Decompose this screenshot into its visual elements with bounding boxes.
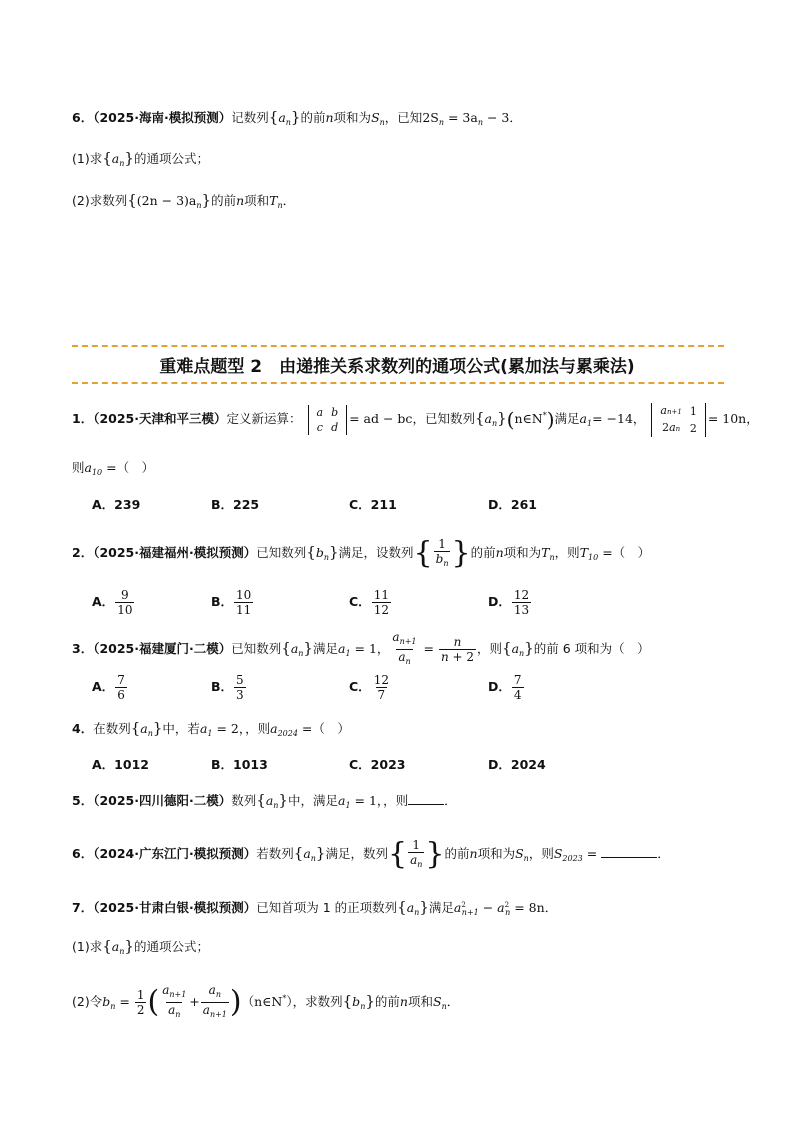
section-title: 重难点题型 2 由递推关系求数列的通项公式(累加法与累乘法) [159,357,635,377]
question-2-statement: 2．（2025·福建福州·模拟预测）已知数列$\{b_n\}$满足，设数列{ $\frac{1}{b_n}$ }的前n项和为$T_n$，则$T_{10}$ =（ ） [72,535,651,571]
question-5-statement: 5．（2025·四川德阳·二模）数列$\{a_n\}$中，满足$a_1 = 1$，，则 ． [72,791,457,810]
q3-option-a[interactable]: A． $\frac{7}{6}$ [92,673,125,702]
question-7-part-1: (1)求$\{a_n\}$的通项公式； [72,937,209,956]
q2-option-b[interactable]: B． $\frac{10}{11}$ [211,588,252,617]
q1-option-a[interactable]: A．239 [92,497,141,512]
question-6-statement: 6．（2024·广东江门·模拟预测）若数列$\{a_n\}$满足，数列{ $\frac{1}{a_n}$ }的前n项和为$S_n$，则$S_{2023}$ = ． [72,836,670,872]
q4-option-b[interactable]: B．1013 [211,757,268,772]
q4-option-d[interactable]: D．2024 [488,757,546,772]
q2-option-d[interactable]: D． $\frac{12}{13}$ [488,588,530,617]
answer-blank[interactable] [408,790,444,805]
q2-option-a[interactable]: A． $\frac{9}{10}$ [92,588,133,617]
q1-option-d[interactable]: D．261 [488,497,537,512]
q3-option-d[interactable]: D． $\frac{7}{4}$ [488,673,522,702]
q3-option-c[interactable]: C． $\frac{12}{7}$ [349,673,389,702]
question-3-statement: 3．（2025·福建厦门·二模）已知数列$\{a_n\}$满足$a_1 = 1$， $\frac{a_{n+1}}{a_n}$ = $\frac{n}{n + 2}$ ，则$\{a_n\}$的前 6 项和为（ ） [72,630,650,669]
q1-option-b[interactable]: B．225 [211,497,260,512]
q4-option-a[interactable]: A．1012 [92,757,149,772]
question-7-part-2: (2)令$b_n$ = $\frac{1}{2}$ ( $\frac{a_{n+1}}{a_n}$ + $\frac{a_n}{a_{n+1}}$ )（n∈N*），求数列$\{b_n\}$的前n项和$S_n$． [72,982,459,1024]
q2-option-c[interactable]: C． $\frac{11}{12}$ [349,588,389,617]
question-1-statement: 1．（2025·天津和平三模）定义新运算： a b c d = ad − bc，已知数列$\{a_n\}(n\in N^*)$满足$a_1= -14$， an+1 1 2an 2 = 10n， [72,403,759,435]
question-1-ask: 则$a_{10}$ =（ ） [72,460,155,477]
q1-option-c[interactable]: C．211 [349,497,397,512]
determinant-recurrence: an+1 1 2an 2 [651,403,705,437]
question-4-statement: 4．在数列$\{a_n\}$中，若$a_1 = 2$，，则$a_{2024}$ =（ ） [72,719,350,738]
problem-6-statement: 6．（2025·海南·模拟预测）记数列$\{a_n\}$的前n项和为$S_n$，已知$2S_n = 3a_n - 3$． [72,108,522,127]
question-7-statement: 7．（2025·甘肃白银·模拟预测）已知首项为 1 的正项数列$\{a_n\}$满足$a^2_{n+1} - a^2_n = 8n$． [72,898,558,917]
section-divider-bottom [72,382,724,384]
determinant-definition: a b c d [308,405,348,435]
section-divider-top [72,345,724,347]
problem-6-part-1: (1)求$\{a_n\}$的通项公式； [72,149,209,168]
answer-blank[interactable] [601,843,657,858]
q4-option-c[interactable]: C．2023 [349,757,406,772]
q3-option-b[interactable]: B． $\frac{5}{3}$ [211,673,244,702]
problem-6-part-2: (2)求数列$\{(2n - 3)a_n\}$的前n项和$T_n$． [72,191,296,210]
